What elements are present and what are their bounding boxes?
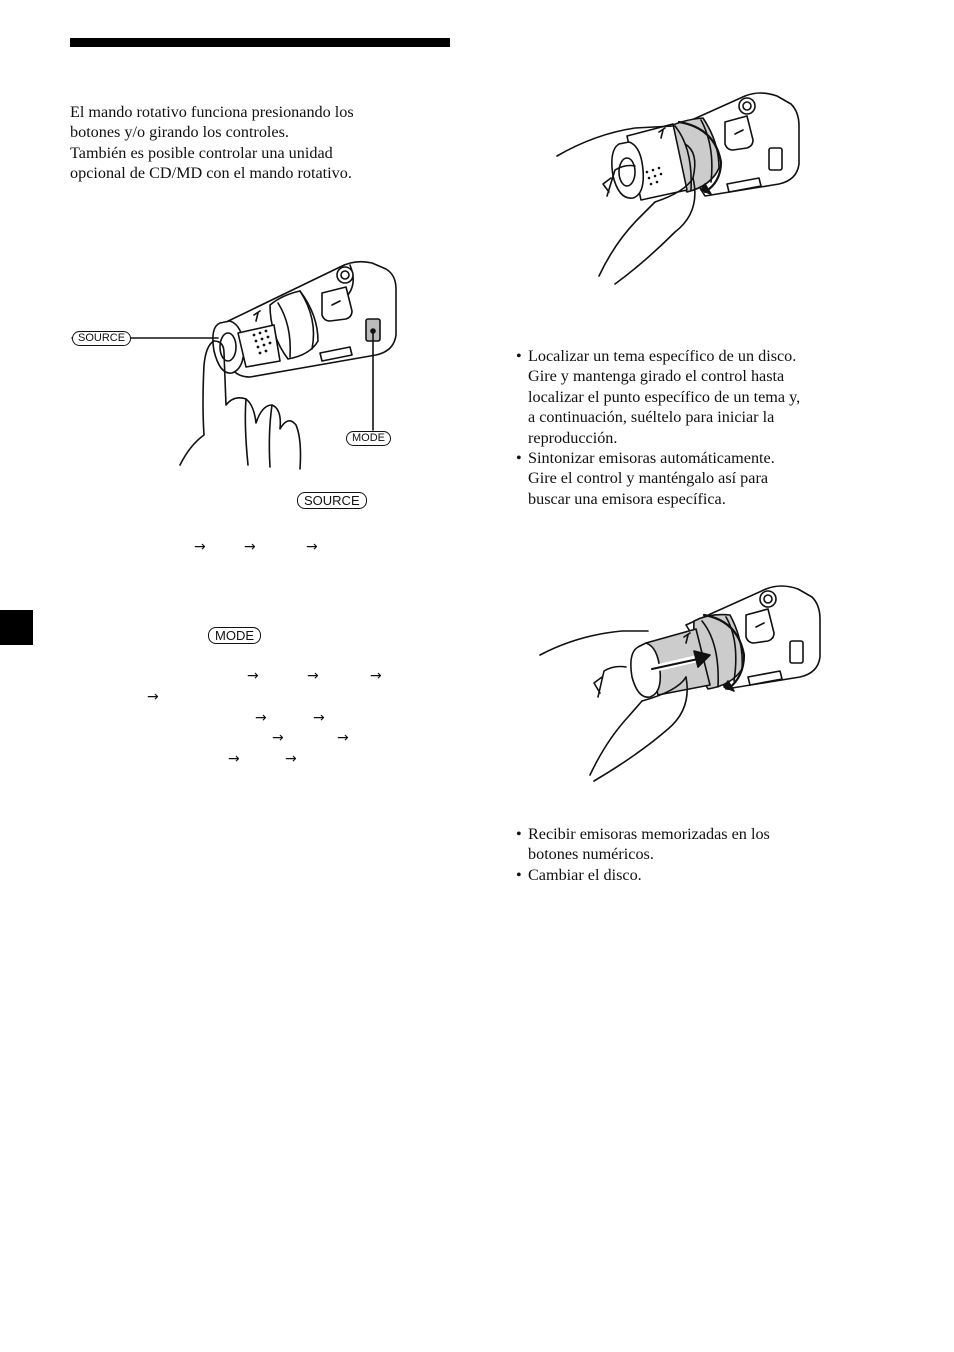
source-callout-label: SOURCE [72, 331, 131, 346]
list-item-line: Gire y mantenga girado el control hasta [528, 367, 785, 386]
intro-line: botones y/o girando los controles. [70, 123, 289, 142]
push-rotate-function-list [516, 824, 770, 885]
list-item-line: Sintonizar emisoras automáticamente. [528, 449, 775, 468]
header-rule [70, 38, 450, 47]
list-item-line: Recibir emisoras memorizadas en los [528, 825, 770, 843]
arrow-icon: → [255, 710, 267, 726]
bullet-icon: • [516, 865, 522, 884]
intro-line: opcional de CD/MD con el mando rotativo. [70, 164, 352, 183]
arrow-icon: → [313, 710, 325, 726]
bullet-icon: • [516, 449, 522, 468]
list-item-line: reproducción. [528, 428, 618, 447]
mode-button-inline: MODE [208, 627, 261, 644]
arrow-icon: → [244, 539, 256, 555]
bullet-icon: • [516, 347, 522, 365]
arrow-icon: → [306, 539, 318, 555]
list-item-line: Localizar un tema específico de un disco. [528, 347, 797, 365]
arrow-icon: → [147, 689, 159, 705]
rotary-commander-rotate-illustration [555, 92, 805, 287]
seek-function-list [516, 346, 800, 509]
arrow-icon: → [194, 539, 206, 555]
arrow-icon: → [247, 668, 259, 684]
list-item-line: localizar el punto específico de un tema y, [528, 387, 801, 406]
source-button-inline: SOURCE [297, 492, 367, 509]
list-item-line: a continuación, suéltelo para iniciar la [528, 408, 775, 427]
arrow-icon: → [370, 668, 382, 684]
arrow-icon: → [272, 730, 284, 746]
list-item-line: Gire el control y manténgalo así para [528, 469, 769, 488]
rotary-commander-push-rotate-illustration [538, 585, 828, 785]
intro-line: El mando rotativo funciona presionando los [70, 103, 354, 121]
list-item-line: buscar una emisora específica. [528, 489, 726, 508]
list-item [516, 448, 800, 509]
list-item-line: Cambiar el disco. [528, 865, 642, 884]
bullet-icon: • [516, 825, 522, 843]
intro-paragraph [70, 102, 450, 184]
list-item [516, 824, 770, 865]
list-item-line: botones numéricos. [528, 845, 654, 864]
arrow-icon: → [307, 668, 319, 684]
list-item [516, 865, 770, 885]
arrow-icon: → [228, 751, 240, 767]
intro-line: También es posible controlar una unidad [70, 143, 333, 162]
mode-callout-label: MODE [346, 431, 391, 446]
section-tab [0, 610, 33, 645]
list-item [516, 346, 800, 448]
arrow-icon: → [285, 751, 297, 767]
arrow-icon: → [337, 730, 349, 746]
